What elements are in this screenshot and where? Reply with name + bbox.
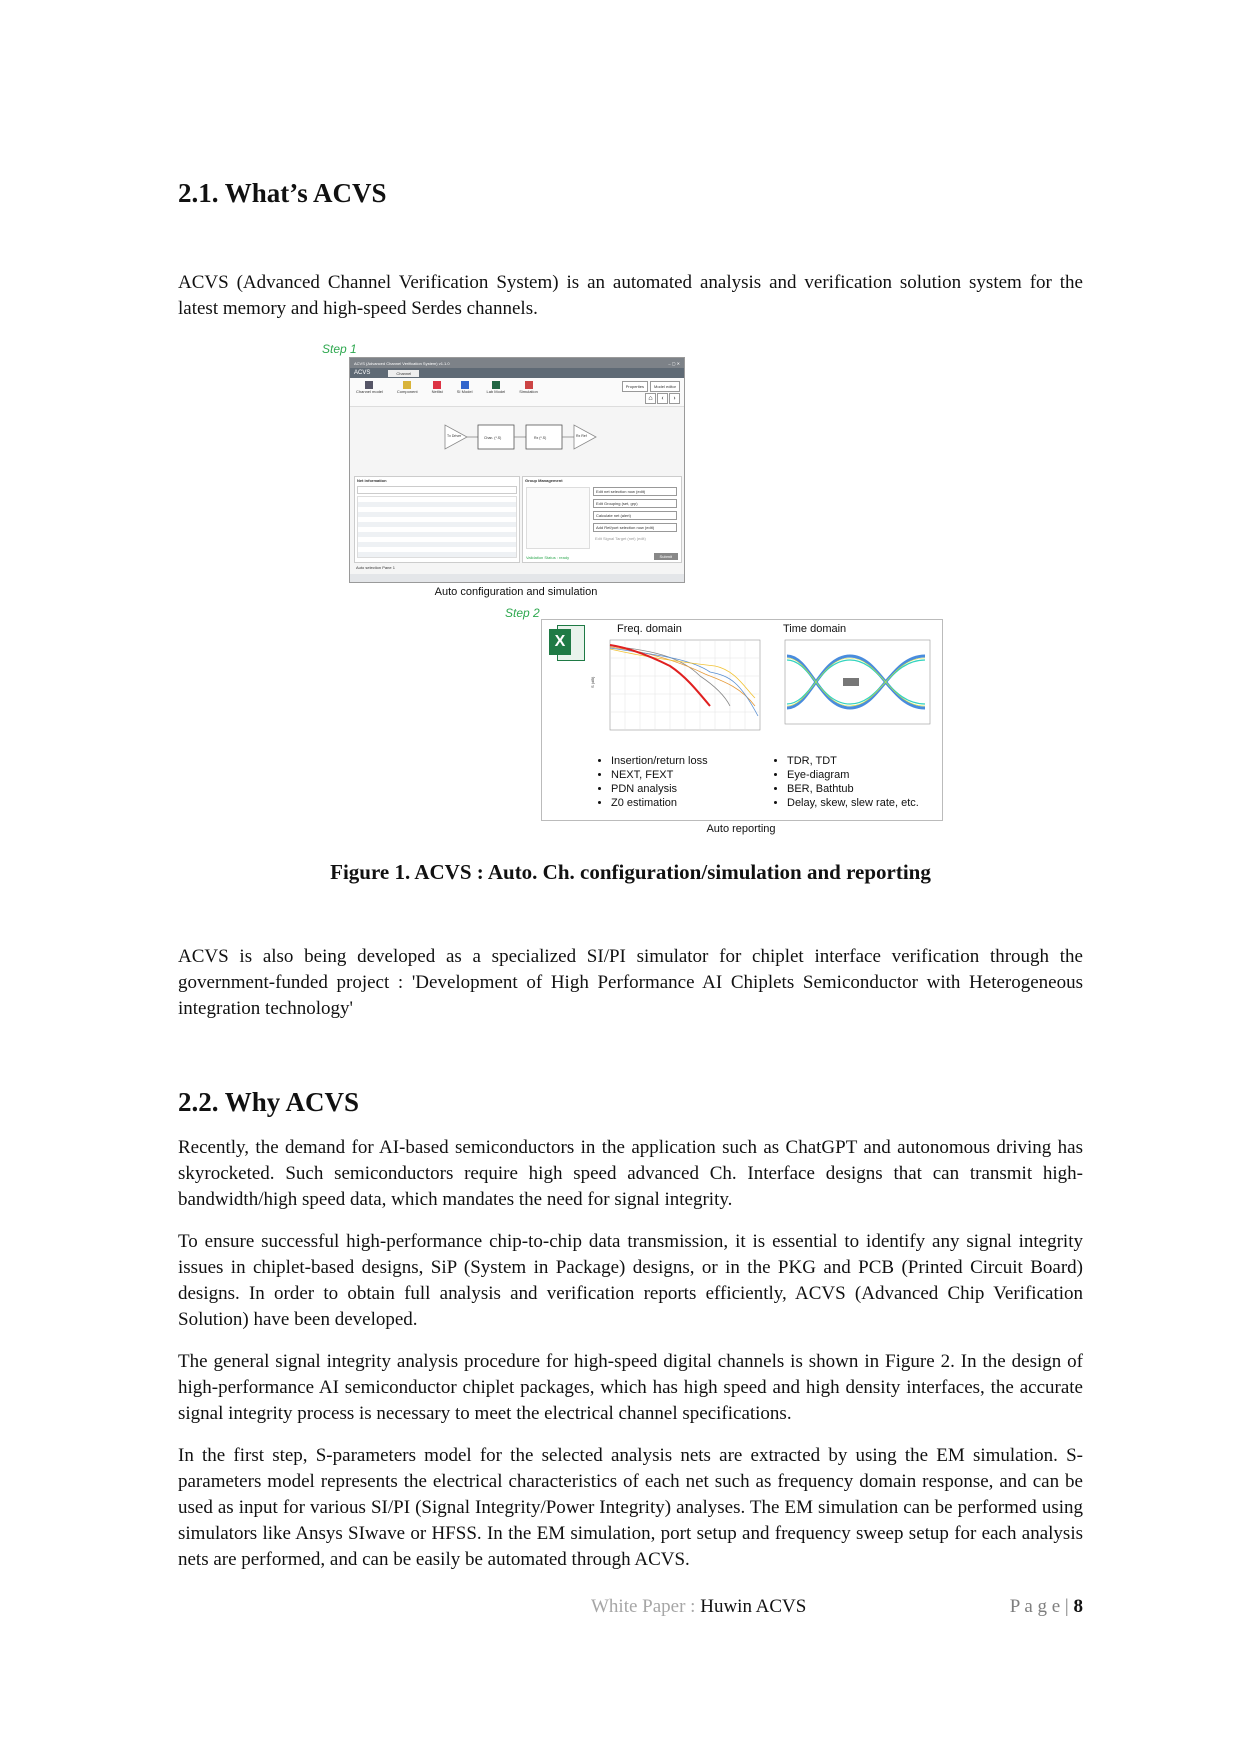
freq-domain-title: Freq. domain (617, 623, 682, 635)
page-number (992, 1596, 1083, 1618)
submit-button: Submit (654, 553, 678, 560)
block-rx-ref: Rx Ref (576, 434, 587, 438)
time-domain-title: Time domain (783, 623, 847, 635)
freq-bullet-list (593, 754, 708, 810)
lab-model-icon (492, 381, 500, 389)
properties-button: Properties (622, 381, 648, 392)
list-item: • Eye-diagram (787, 768, 919, 782)
list-item: • Z0 estimation (611, 796, 708, 810)
action-button: Calculate net (alert) (593, 511, 677, 520)
toolbar-item: SI Model (457, 381, 473, 394)
section-heading-2-2: 2.2. Why ACVS (178, 1087, 360, 1117)
net-table (357, 496, 517, 558)
auto-selection-label: Auto selection Pane 1 (356, 565, 395, 570)
figure-caption: Figure 1. ACVS : Auto. Ch. configuration/simulation and reporting (330, 860, 931, 884)
list-item: • Insertion/return loss (611, 754, 708, 768)
block-rx: Rx (*.S) (534, 436, 547, 440)
paragraph-acvs-intro: ACVS (Advanced Channel Verification System) is an automated analysis and verification solution system for the latest memory and high-speed Serdes channels. (178, 272, 1083, 319)
time-bullet-list (769, 754, 919, 810)
list-item: • NEXT, FEXT (611, 768, 708, 782)
block-chan: Chan. (*.S) (484, 436, 502, 440)
validation-status: Validation Status : ready (526, 555, 570, 560)
action-button: Edit Signal Target (net) (edit) (595, 536, 646, 541)
action-button: Edit Grouping (set, grp) (593, 499, 677, 508)
list-item: • BER, Bathtub (787, 782, 919, 796)
channel-block-diagram (350, 407, 684, 467)
paragraph: To ensure successful high-performance chip-to-chip data transmission, it is essential to identify any signal integrity issues in chiplet-based designs, SiP (System in Package) designs, or in the PKG and PCB (Printed Circuit Board) designs. In order to obtain full analysis and verification reports efficiently, ACVS (Advanced Chip Verification Solution) have been developed. (178, 1231, 1083, 1330)
action-button: Add Ref/port selection now (edit) (593, 523, 677, 532)
footer-label: White Paper : (591, 1596, 701, 1617)
step1-label: Step 1 (322, 342, 357, 356)
group-management-panel: Group Management Edit net selection now (edit) Edit Grouping (set, grp) Calculate net (alert) Add Ref/port selection now (edit) Edit Signal Target (net) (edit) Validation Status : ready Submit (522, 476, 682, 563)
next-icon: › (669, 393, 680, 404)
freq-ylabel-icon: S (dB) (590, 676, 595, 688)
footer-product: Huwin ACVS (700, 1596, 807, 1617)
toolbar-item: Channel model (356, 381, 383, 394)
home-icon: ⌂ (645, 393, 656, 404)
simulation-icon (525, 381, 533, 389)
net-information-panel: Net information (354, 476, 520, 563)
section-heading-2-1: 2.1. What’s ACVS (178, 178, 387, 208)
model-editor-button: Model editor (650, 381, 680, 392)
eye-diagram-plot (775, 636, 935, 736)
netlist-icon (433, 381, 441, 389)
paragraph: In the first step, S-parameters model for the selected analysis nets are extracted by using the EM simulation. S-parameters model represents the electrical characteristics of each net such as frequency domain response, and can be used as input for various SI/PI (Signal Integrity/Power Integrity) analyses. The EM simulation can be performed using simulators like Ansys SIwave or HFSS. In the EM simulation, port setup and frequency sweep setup for each analysis nets are performed, and can be easily be automated through ACVS. (178, 1445, 1083, 1570)
status-bar (350, 574, 684, 582)
window-title: ACVS (Advanced Channel Verification System) v1.1.0 (354, 360, 450, 366)
tab-channel: Channel (388, 370, 419, 377)
page-label: P a g e | (1009, 1596, 1074, 1617)
toolbar-item: Component (397, 381, 418, 394)
group-list (526, 487, 590, 549)
paragraph: Recently, the demand for AI-based semiconductors in the application such as ChatGPT and autonomous driving has skyrocketed. Such semiconductors require high speed advanced Ch. Interface designs that can transmit high-bandwidth/high speed data, which mandates the need for signal integrity. (178, 1137, 1083, 1210)
toolbar (350, 378, 684, 407)
window-controls-icon: – ▢ ✕ (668, 360, 680, 366)
toolbar-item: Lab Model (487, 381, 506, 394)
section2-body (178, 1135, 1083, 1573)
step2-caption: Auto reporting (706, 823, 776, 835)
action-button: Edit net selection now (edit) (593, 487, 677, 496)
list-item: • TDR, TDT (787, 754, 919, 768)
toolbar-item: Netlist (432, 381, 443, 394)
acvs-app-window (349, 357, 685, 583)
net-select (357, 486, 517, 494)
paragraph: The general signal integrity analysis procedure for high-speed digital channels is shown in Figure 2. In the design of high-performance AI semiconductor chiplet packages, which has high speed and high density interfaces, the accurate signal integrity process is necessary to meet the electrical channel specifications. (178, 1351, 1083, 1424)
page-number-value: 8 (1073, 1596, 1083, 1617)
step2-label: Step 2 (505, 606, 540, 620)
toolbar-item: Simulation (519, 381, 538, 394)
paragraph-chiplet: ACVS is also being developed as a specialized SI/PI simulator for chiplet interface verification through the government-funded project : 'Development of High Performance AI Chiplets Semiconductor with Heterogeneous integration technology' (178, 946, 1083, 1019)
block-tx: Tx Driver (447, 434, 462, 438)
list-item: • PDN analysis (611, 782, 708, 796)
list-item: • Delay, skew, slew rate, etc. (787, 796, 919, 810)
step1-caption: Auto configuration and simulation (434, 586, 598, 598)
si-model-icon (461, 381, 469, 389)
footer-title (591, 1596, 806, 1618)
channel-model-icon (365, 381, 373, 389)
freq-domain-plot (590, 636, 765, 751)
component-icon (403, 381, 411, 389)
excel-icon: X (549, 625, 583, 659)
app-logo: ACVS (354, 370, 371, 376)
prev-icon: ‹ (657, 393, 668, 404)
